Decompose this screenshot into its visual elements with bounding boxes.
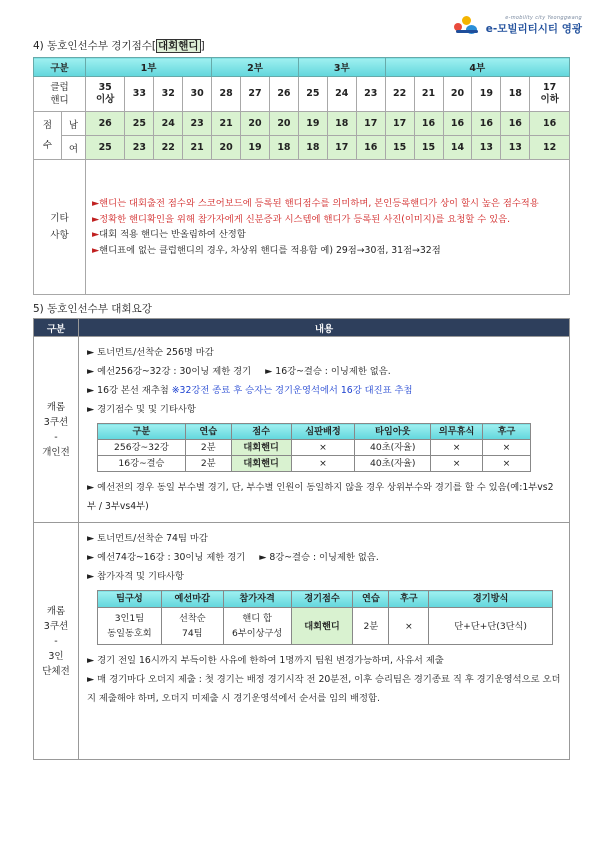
club-handicap-cell: 33 (125, 77, 154, 112)
male-score-cell: 17 (385, 112, 414, 136)
notes-row (34, 160, 570, 295)
team-content (79, 523, 570, 760)
male-score-cell: 21 (212, 112, 241, 136)
inner-header-cell: 후구 (389, 591, 429, 608)
note-text: 정확한 핸디확인을 위해 참가자에게 신분증과 시스템에 핸디가 등록된 사진(이미지)를 요청할 수 있음. (99, 213, 511, 225)
inner-header-cell: 점수 (231, 424, 291, 440)
inner-header-row (98, 424, 531, 440)
club-handicap-cell: 23 (356, 77, 385, 112)
team-label: 캐롬 3쿠션 - 3인 단체전 (34, 523, 79, 760)
header-division: 4부 (385, 58, 569, 77)
table-cell: 2분 (353, 608, 389, 645)
female-score-cell: 22 (154, 136, 183, 160)
female-score-cell: 23 (125, 136, 154, 160)
arrow-icon: ► (92, 213, 100, 225)
section4-title: 4) 동호인선수부 경기점수[ 대회핸디 ] (33, 40, 205, 52)
male-score-cell: 17 (356, 112, 385, 136)
table-cell: 16강~결승 (98, 456, 186, 472)
club-handicap-cell: 25 (298, 77, 327, 112)
inner-header-cell: 타임아웃 (355, 424, 431, 440)
inner-header-cell: 경기방식 (429, 591, 553, 608)
notes-label: 기타 사항 (34, 160, 86, 295)
table-cell: × (483, 440, 531, 456)
female-score-cell: 19 (241, 136, 270, 160)
inner-header-cell: 구분 (98, 424, 186, 440)
male-score-cell: 16 (530, 112, 570, 136)
table-cell: × (291, 456, 355, 472)
male-score-cell: 16 (443, 112, 472, 136)
female-score-cell: 25 (86, 136, 125, 160)
table-cell: × (431, 456, 483, 472)
club-handicap-cell: 22 (385, 77, 414, 112)
club-handicap-cell: 19 (472, 77, 501, 112)
inner-header-cell: 경기점수 (291, 591, 353, 608)
section5-title: 5) 동호인선수부 대회요강 (33, 303, 152, 315)
male-score-cell: 16 (501, 112, 530, 136)
note-item (92, 243, 563, 259)
male-score-cell: 23 (183, 112, 212, 136)
table-cell: × (431, 440, 483, 456)
note-text: 대회 적용 핸디는 반올림하여 산정함 (99, 229, 246, 240)
notes-content (86, 160, 570, 295)
female-score-cell: 16 (356, 136, 385, 160)
handicap-score-table (33, 57, 570, 295)
individual-label: 캐롬 3쿠션 - 개인전 (34, 337, 79, 523)
female-score-cell: 20 (212, 136, 241, 160)
table-cell: 선착순 74팀 (161, 608, 223, 645)
individual-row (34, 337, 570, 523)
club-handicap-cell: 17 이하 (530, 77, 570, 112)
club-handicap-cell: 21 (414, 77, 443, 112)
table-cell: 3인1팀 동일동호회 (98, 608, 162, 645)
inner-header-cell: 예선마감 (161, 591, 223, 608)
inner-header-cell: 연습 (353, 591, 389, 608)
header-division: 3부 (298, 58, 385, 77)
list-item: ► 참가자격 및 기타사항 (87, 571, 184, 582)
note-item (92, 212, 563, 228)
male-score-cell: 25 (125, 112, 154, 136)
club-handicap-label: 클럽 핸디 (34, 77, 86, 112)
table-row (98, 456, 531, 472)
club-handicap-cell: 20 (443, 77, 472, 112)
list-item: ► 토너먼트/선착순 256명 마감 (87, 347, 214, 358)
male-score-cell: 16 (414, 112, 443, 136)
female-score-cell: 17 (327, 136, 356, 160)
club-handicap-cell: 28 (212, 77, 241, 112)
rules-header-row (34, 319, 570, 337)
male-score-cell: 24 (154, 112, 183, 136)
inner-header-row (98, 591, 553, 608)
male-score-cell: 19 (298, 112, 327, 136)
male-label: 남 (62, 112, 86, 136)
male-score-cell: 20 (269, 112, 298, 136)
list-item: ► 16강 본선 재추첨 ※32강전 종료 후 승자는 경기운영석에서 16강 대진표 추첨 (87, 385, 413, 396)
list-item: ► 경기점수 및 및 기타사항 (87, 404, 196, 415)
club-handicap-cell: 27 (241, 77, 270, 112)
individual-score-table (97, 423, 531, 472)
note-text: 핸디는 대회출전 점수와 스코어보드에 등록된 핸디점수를 의미하며, 본인등록핸디가 상이 할시 높은 점수적용 (99, 198, 539, 209)
note-item (92, 227, 563, 243)
female-score-cell: 21 (183, 136, 212, 160)
table-row (98, 440, 531, 456)
table-header-row (34, 58, 570, 77)
club-handicap-cell: 35 이상 (86, 77, 125, 112)
header-label: 구분 (34, 58, 86, 77)
table-cell: 256강~32강 (98, 440, 186, 456)
inner-header-cell: 후구 (483, 424, 531, 440)
note-text: 핸디표에 없는 클럽핸디의 경우, 차상위 핸디를 적용함 예) 29점→30점, 31점→32점 (99, 244, 441, 256)
list-item: ► 예선74강~16강 : 30이닝 제한 경기 ► 8강~결승 : 이닝제한 없음. (87, 552, 379, 563)
female-score-row (34, 136, 570, 160)
table-cell: 대회핸디 (231, 456, 291, 472)
table-cell: 2분 (185, 456, 231, 472)
list-item: ► 경기 전일 16시까지 부득이한 사유에 한하여 1명까지 팀원 변경가능하며, 사유서 제출 (87, 655, 444, 666)
list-item: ► 예선256강~32강 : 30이닝 제한 경기 ► 16강~결승 : 이닝제한 없음. (87, 366, 391, 377)
male-score-cell: 16 (472, 112, 501, 136)
table-cell: × (483, 456, 531, 472)
tournament-rules-table (33, 318, 570, 760)
female-score-cell: 15 (385, 136, 414, 160)
list-item: ► 예선전의 경우 동일 부수별 경기, 단, 부수별 인원이 동일하지 않을 경우 상위부수와 경기를 할 수 있음(예:1부vs2부 / 3부vs4부) (87, 482, 554, 512)
male-score-cell: 20 (241, 112, 270, 136)
header-content: 내용 (79, 319, 570, 337)
arrow-icon: ► (92, 244, 100, 256)
title-highlight: 대회핸디 (157, 40, 199, 52)
table-row (98, 608, 553, 645)
note-item (92, 196, 563, 212)
club-handicap-cell: 24 (327, 77, 356, 112)
header-division: 2부 (212, 58, 299, 77)
club-handicap-cell: 26 (269, 77, 298, 112)
logo-title: e-모빌리티시티 영광 (485, 22, 582, 35)
table-cell: 핸디 합 6부이상구성 (223, 608, 291, 645)
male-score-cell: 26 (86, 112, 125, 136)
male-score-row (34, 112, 570, 136)
list-item: ► 토너먼트/선착순 74팀 마감 (87, 533, 208, 544)
logo (452, 14, 582, 36)
club-handicap-cell: 30 (183, 77, 212, 112)
header-category: 구분 (34, 319, 79, 337)
table-cell: × (389, 608, 429, 645)
inner-header-cell: 심판배정 (291, 424, 355, 440)
logo-mark-icon (452, 14, 482, 36)
club-handicap-cell: 32 (154, 77, 183, 112)
team-row (34, 523, 570, 760)
female-score-cell: 18 (298, 136, 327, 160)
inner-header-cell: 의무휴식 (431, 424, 483, 440)
female-score-cell: 14 (443, 136, 472, 160)
inner-header-cell: 팀구성 (98, 591, 162, 608)
female-score-cell: 12 (530, 136, 570, 160)
individual-content (79, 337, 570, 523)
female-label: 여 (62, 136, 86, 160)
logo-subtitle: e-mobility city Yeonggwang (505, 14, 582, 21)
arrow-icon: ► (92, 229, 100, 240)
arrow-icon: ► (92, 198, 100, 209)
female-score-cell: 13 (472, 136, 501, 160)
header-division: 1부 (86, 58, 212, 77)
club-handicap-row (34, 77, 570, 112)
female-score-cell: 13 (501, 136, 530, 160)
inner-header-cell: 참가자격 (223, 591, 291, 608)
table-cell: × (291, 440, 355, 456)
male-score-cell: 18 (327, 112, 356, 136)
table-cell: 대회핸디 (231, 440, 291, 456)
score-label: 점 수 (34, 112, 62, 160)
table-cell: 40초(자율) (355, 456, 431, 472)
club-handicap-cell: 18 (501, 77, 530, 112)
table-cell: 단+단+단(3단식) (429, 608, 553, 645)
table-cell: 대회핸디 (291, 608, 353, 645)
female-score-cell: 18 (269, 136, 298, 160)
list-item: ► 매 경기마다 오더지 제출 : 첫 경기는 배정 경기시작 전 20분전, 이후 승리팀은 경기종료 직 후 경기운영석으로 오더지 제출해야 하며, 오더지 미제출 시 경기운영석에서 순서를 임의 배정함. (87, 674, 561, 704)
female-score-cell: 15 (414, 136, 443, 160)
table-cell: 2분 (185, 440, 231, 456)
table-cell: 40초(자율) (355, 440, 431, 456)
team-rules-table (97, 590, 553, 645)
inner-header-cell: 연습 (185, 424, 231, 440)
